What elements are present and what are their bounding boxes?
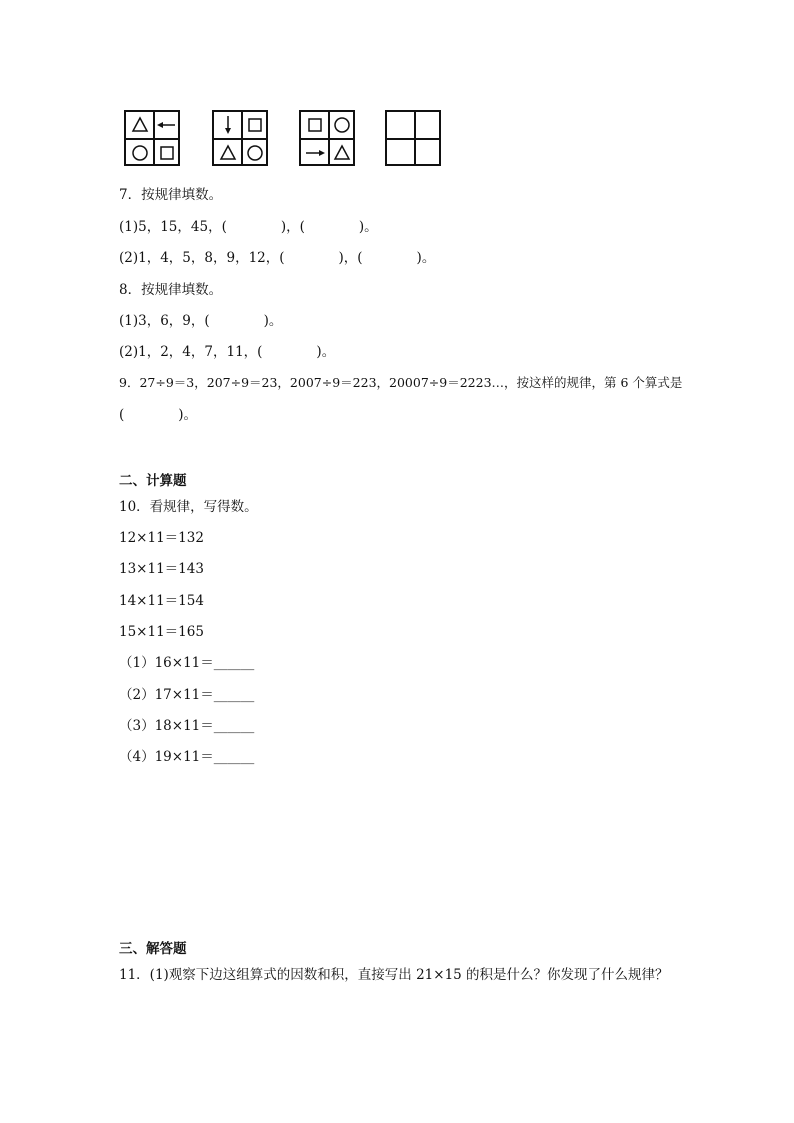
- arrow-left-icon: [157, 122, 175, 128]
- pattern-grid-3: [299, 110, 355, 166]
- q8-title: 8．按规律填数。: [119, 282, 223, 298]
- circle-icon: [248, 146, 262, 160]
- square-icon: [309, 119, 321, 131]
- section3-heading: 三、解答题: [119, 941, 187, 957]
- arrow-right-icon: [306, 150, 325, 156]
- q10-title: 10．看规律，写得数。: [119, 499, 258, 515]
- pattern-grid-answer: [385, 110, 441, 166]
- pattern-grid-2: [212, 110, 268, 166]
- triangle-icon: [133, 118, 147, 131]
- arrow-down-icon: [225, 116, 231, 134]
- circle-icon: [335, 118, 349, 132]
- q7-part2: (2)1，4，5，8，9，12，( )，( )。: [119, 250, 436, 266]
- q10-item-4: （4）19×11＝______: [119, 749, 255, 765]
- q10-example-1: 12×11＝132: [119, 530, 204, 546]
- q11-text: 11．(1)观察下边这组算式的因数和积，直接写出 21×15 的积是什么？你发现了什么规律？: [119, 967, 669, 983]
- q10-item-3: （3）18×11＝______: [119, 718, 255, 734]
- q10-example-4: 15×11＝165: [119, 624, 204, 640]
- section2-heading: 二、计算题: [119, 473, 187, 489]
- circle-icon: [133, 146, 147, 160]
- pattern-grid-1: [124, 110, 180, 166]
- triangle-icon: [221, 146, 235, 159]
- q9-line2: ( )。: [119, 407, 198, 423]
- q9-line1: 9．27÷9＝3，207÷9＝23，2007÷9＝223，20007÷9＝2223…，按这样的规律，第 6 个算式是: [119, 375, 683, 390]
- q8-part2: (2)1，2，4，7，11，( )。: [119, 344, 336, 360]
- square-icon: [249, 119, 261, 131]
- q8-part1: (1)3，6，9，( )。: [119, 313, 283, 329]
- q7-title: 7．按规律填数。: [119, 187, 223, 203]
- q10-item-2: （2）17×11＝______: [119, 687, 255, 703]
- q10-example-3: 14×11＝154: [119, 593, 204, 609]
- q10-example-2: 13×11＝143: [119, 561, 204, 577]
- square-icon: [161, 147, 173, 159]
- q7-part1: (1)5，15，45，( )，( )。: [119, 219, 378, 235]
- triangle-icon: [335, 146, 349, 159]
- q10-item-1: （1）16×11＝______: [119, 655, 255, 671]
